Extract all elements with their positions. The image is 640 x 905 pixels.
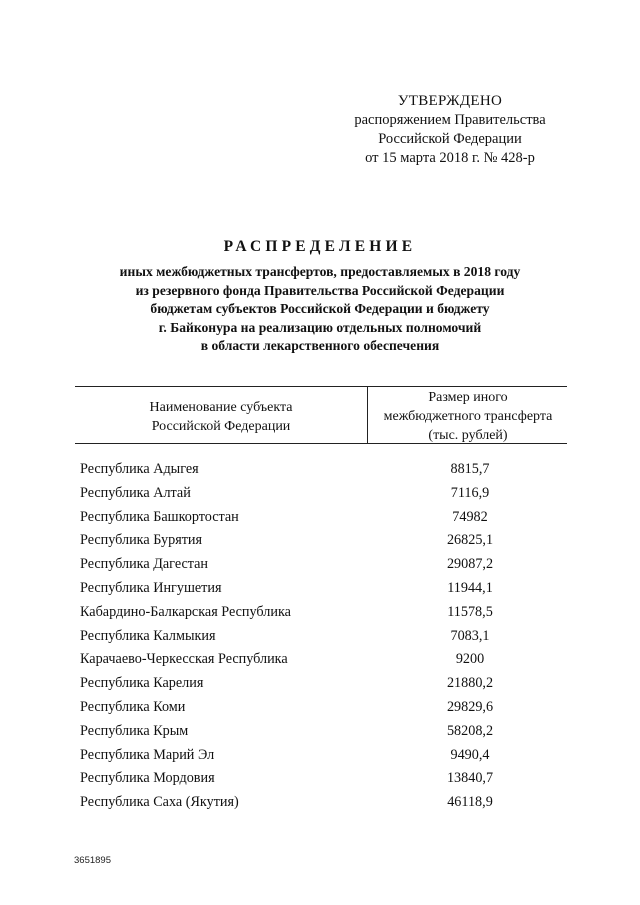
table-row	[80, 529, 560, 553]
approval-line: Российской Федерации	[378, 131, 522, 147]
region-name: Республика Алтай	[80, 484, 191, 501]
transfer-amount: 58208,2	[446, 722, 494, 739]
transfer-amount: 13840,7	[446, 770, 494, 787]
approval-line: распоряжением Правительства	[354, 112, 546, 128]
transfer-amount: 29087,2	[446, 556, 494, 573]
table-top-rule	[75, 386, 567, 387]
subtitle-line: бюджетам субъектов Российской Федерации и бюджету	[150, 301, 490, 317]
approval-stamp: УТВЕРЖДЕНО	[397, 93, 503, 109]
approval-block	[340, 92, 560, 168]
transfer-amount: 7116,9	[450, 484, 490, 501]
transfer-amount: 8815,7	[450, 461, 490, 477]
subtitle-line: из резервного фонда Правительства Российской Федерации	[135, 282, 505, 298]
table-row	[80, 791, 560, 815]
transfer-amount: 11578,5	[447, 603, 493, 620]
transfer-amount: 29829,6	[446, 698, 494, 715]
column-header-value: Размер иного межбюджетного трансферта (тыс. рублей)	[383, 390, 553, 443]
table-row	[80, 482, 560, 506]
region-name: Республика Адыгея	[80, 461, 199, 477]
transfer-amount: 9200	[455, 651, 485, 668]
region-name: Кабардино-Балкарская Республика	[80, 603, 291, 620]
table-row	[80, 458, 560, 482]
transfer-amount: 74982	[452, 508, 488, 525]
region-name: Республика Башкортостан	[80, 508, 239, 525]
region-name: Республика Ингушетия	[80, 579, 222, 596]
transfer-amount: 21880,2	[446, 675, 494, 692]
document-code: 3651895	[74, 855, 111, 866]
transfer-amount: 46118,9	[447, 794, 493, 811]
transfer-amount: 11944,1	[447, 579, 493, 596]
region-name: Республика Саха (Якутия)	[80, 794, 239, 811]
subtitle-line: в области лекарственного обеспечения	[200, 338, 440, 354]
region-name: Республика Бурятия	[80, 532, 203, 549]
region-name: Республика Дагестан	[80, 556, 209, 573]
table-row	[80, 767, 560, 791]
table-row	[80, 672, 560, 696]
region-name: Карачаево-Черкесская Республика	[80, 651, 288, 668]
document-title: РАСПРЕДЕЛЕНИЕ	[223, 238, 417, 255]
region-name: Республика Калмыкия	[80, 627, 216, 644]
table-row	[80, 720, 560, 744]
table-row	[80, 506, 560, 530]
subtitle-line: иных межбюджетных трансфертов, предоставляемых в 2018 году	[119, 264, 521, 279]
transfer-amount: 9490,4	[450, 746, 490, 763]
table-row	[80, 696, 560, 720]
region-name: Республика Мордовия	[80, 770, 215, 787]
approval-line: от 15 марта 2018 г. № 428-р	[365, 150, 535, 166]
document-subtitle	[60, 263, 580, 356]
table-row	[80, 601, 560, 625]
table-row	[80, 553, 560, 577]
subtitle-line: г. Байконура на реализацию отдельных полномочий	[158, 319, 482, 335]
region-name: Республика Коми	[80, 698, 186, 715]
table-row	[80, 648, 560, 672]
column-header-name: Наименование субъекта Российской Федерации	[149, 400, 293, 434]
transfer-amount: 26825,1	[446, 532, 494, 549]
region-name: Республика Крым	[80, 722, 189, 739]
region-name: Республика Марий Эл	[80, 746, 215, 763]
transfer-amount: 7083,1	[450, 627, 490, 644]
table-row	[80, 744, 560, 768]
table-body	[80, 458, 560, 815]
region-name: Республика Карелия	[80, 675, 204, 692]
table-row	[80, 577, 560, 601]
table-row	[80, 625, 560, 649]
